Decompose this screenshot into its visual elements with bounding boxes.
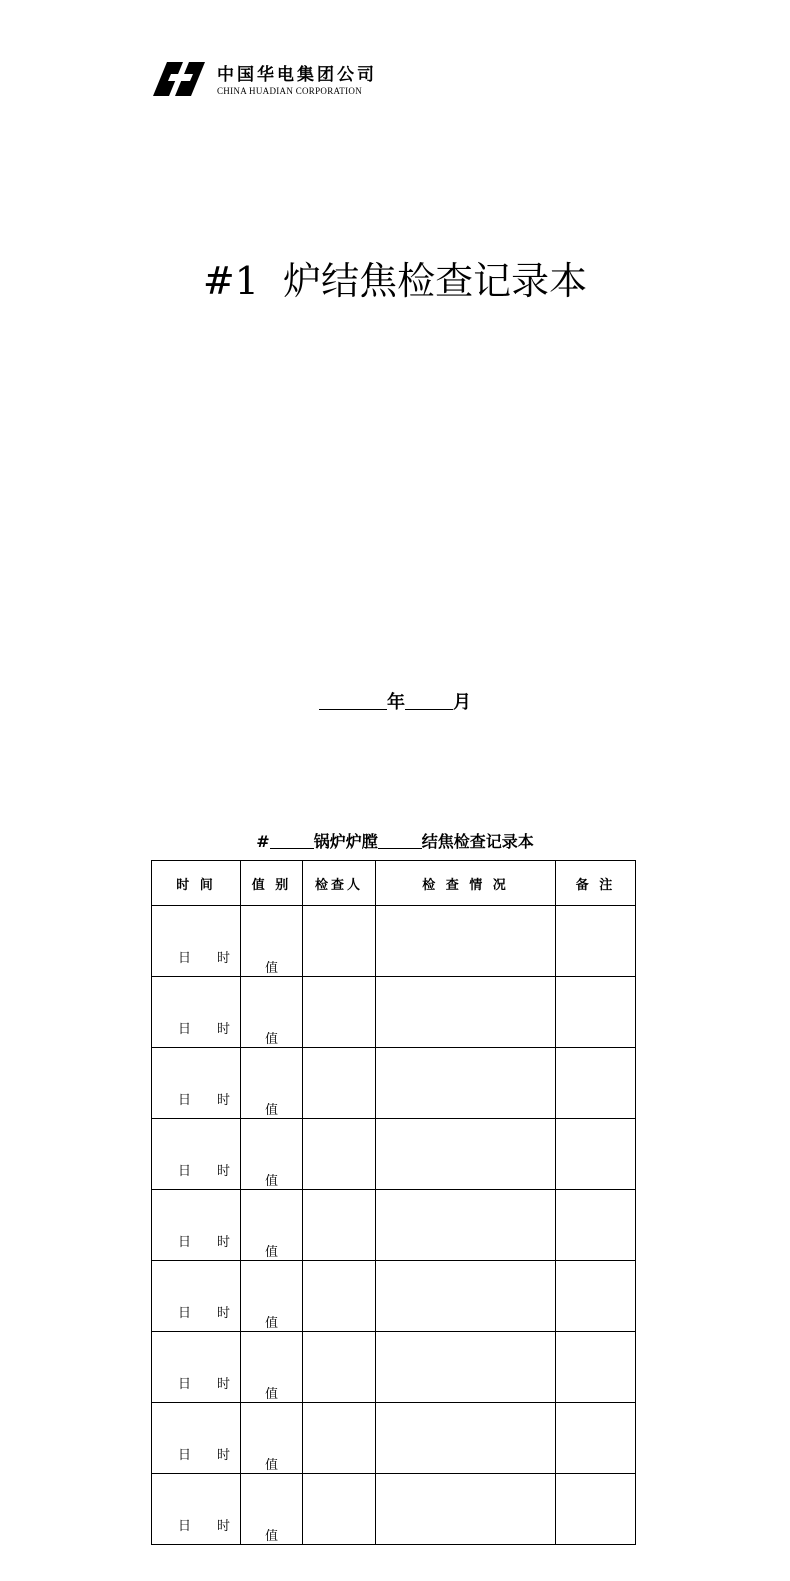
header-time: 时 间 (152, 861, 241, 906)
time-cell[interactable] (152, 1119, 241, 1190)
time-cell[interactable] (152, 1190, 241, 1261)
table-row (152, 1332, 636, 1403)
day-label: 日 (178, 1093, 192, 1108)
inspection-status-cell[interactable] (376, 1332, 556, 1403)
header-shift: 值 别 (241, 861, 303, 906)
table-row (152, 1261, 636, 1332)
shift-cell[interactable] (241, 1261, 303, 1332)
inspection-status-cell[interactable] (376, 1403, 556, 1474)
inspector-cell[interactable] (303, 977, 376, 1048)
hour-label: 时 (216, 1519, 230, 1534)
company-name-en: CHINA HUADIAN CORPORATION (217, 86, 363, 96)
day-label: 日 (178, 951, 192, 966)
shift-cell[interactable] (241, 1332, 303, 1403)
year-blank (319, 691, 387, 710)
inspector-cell[interactable] (303, 1190, 376, 1261)
hour-label: 时 (216, 1448, 230, 1463)
remarks-cell[interactable] (556, 1048, 636, 1119)
shift-label: 值 (264, 1387, 278, 1402)
remarks-cell[interactable] (556, 906, 636, 977)
time-cell[interactable] (152, 1261, 241, 1332)
time-cell[interactable] (152, 1332, 241, 1403)
table-row (152, 1048, 636, 1119)
time-cell[interactable] (152, 1048, 241, 1119)
inspection-status-cell[interactable] (376, 1190, 556, 1261)
shift-label: 值 (264, 1032, 278, 1047)
time-cell-labels (152, 1444, 240, 1473)
remarks-cell[interactable] (556, 1119, 636, 1190)
table-header-row (152, 861, 636, 906)
table-row (152, 1403, 636, 1474)
inspection-status-cell[interactable] (376, 1474, 556, 1545)
inspector-cell[interactable] (303, 1048, 376, 1119)
time-cell-labels (152, 1018, 240, 1047)
shift-cell[interactable] (241, 1119, 303, 1190)
inspector-cell[interactable] (303, 1474, 376, 1545)
inspector-cell[interactable] (303, 1261, 376, 1332)
date-line (0, 688, 790, 714)
inspection-status-cell[interactable] (376, 1261, 556, 1332)
year-label: 年 (387, 692, 405, 713)
header-remarks: 备 注 (556, 861, 636, 906)
inspection-status-cell[interactable] (376, 1048, 556, 1119)
table-row (152, 977, 636, 1048)
document-title: #1 炉结焦检查记录本 (202, 259, 588, 303)
remarks-cell[interactable] (556, 1474, 636, 1545)
remarks-cell[interactable] (556, 1403, 636, 1474)
shift-label: 值 (264, 1174, 278, 1189)
inspector-cell[interactable] (303, 1403, 376, 1474)
day-label: 日 (178, 1164, 192, 1179)
inspection-status-cell[interactable] (376, 1119, 556, 1190)
shift-label: 值 (264, 1316, 278, 1331)
day-label: 日 (178, 1022, 192, 1037)
day-label: 日 (178, 1519, 192, 1534)
remarks-cell[interactable] (556, 977, 636, 1048)
shift-label: 值 (264, 1529, 278, 1544)
inspector-cell[interactable] (303, 1119, 376, 1190)
shift-label: 值 (264, 1245, 278, 1260)
month-blank (405, 691, 453, 710)
time-cell[interactable] (152, 1474, 241, 1545)
table-title (0, 829, 790, 852)
remarks-cell[interactable] (556, 1190, 636, 1261)
inspector-cell[interactable] (303, 1332, 376, 1403)
table-row (152, 1119, 636, 1190)
time-cell-labels (152, 1302, 240, 1331)
hour-label: 时 (216, 951, 230, 966)
boiler-number-blank (270, 830, 314, 849)
shift-cell[interactable] (241, 906, 303, 977)
month-label: 月 (453, 692, 471, 713)
day-label: 日 (178, 1235, 192, 1250)
shift-label: 值 (264, 961, 278, 976)
hour-label: 时 (216, 1235, 230, 1250)
table-row (152, 906, 636, 977)
hour-label: 时 (216, 1306, 230, 1321)
furnace-number-blank (378, 830, 422, 849)
inspection-status-cell[interactable] (376, 906, 556, 977)
time-cell-labels (152, 1373, 240, 1402)
table-row (152, 1474, 636, 1545)
day-label: 日 (178, 1377, 192, 1392)
time-cell-labels (152, 1515, 240, 1544)
coking-record-table (151, 860, 636, 1545)
time-cell[interactable] (152, 977, 241, 1048)
shift-cell[interactable] (241, 1048, 303, 1119)
time-cell-labels (152, 1231, 240, 1260)
header-inspector: 检查人 (303, 861, 376, 906)
time-cell-labels (152, 947, 240, 976)
hour-label: 时 (216, 1377, 230, 1392)
hour-label: 时 (216, 1022, 230, 1037)
day-label: 日 (178, 1448, 192, 1463)
shift-cell[interactable] (241, 1403, 303, 1474)
time-cell[interactable] (152, 1403, 241, 1474)
hour-label: 时 (216, 1164, 230, 1179)
remarks-cell[interactable] (556, 1261, 636, 1332)
huadian-logo-mark-icon (153, 60, 209, 98)
time-cell-labels (152, 1089, 240, 1118)
table-row (152, 1190, 636, 1261)
time-cell[interactable] (152, 906, 241, 977)
shift-cell[interactable] (241, 977, 303, 1048)
day-label: 日 (178, 1306, 192, 1321)
shift-label: 值 (264, 1103, 278, 1118)
inspector-cell[interactable] (303, 906, 376, 977)
header-inspection-status: 检 查 情 况 (376, 861, 556, 906)
table-body (152, 906, 636, 1545)
company-name-cn: 中国华电集团公司 (217, 65, 377, 85)
company-logo (153, 58, 413, 102)
time-cell-labels (152, 1160, 240, 1189)
shift-cell[interactable] (241, 1190, 303, 1261)
table-title-mid: 锅炉炉膛 (313, 832, 378, 851)
table-title-prefix: # (256, 832, 270, 851)
inspection-status-cell[interactable] (376, 977, 556, 1048)
shift-cell[interactable] (241, 1474, 303, 1545)
remarks-cell[interactable] (556, 1332, 636, 1403)
hour-label: 时 (216, 1093, 230, 1108)
table-title-suffix: 结焦检查记录本 (421, 832, 534, 851)
shift-label: 值 (264, 1458, 278, 1473)
